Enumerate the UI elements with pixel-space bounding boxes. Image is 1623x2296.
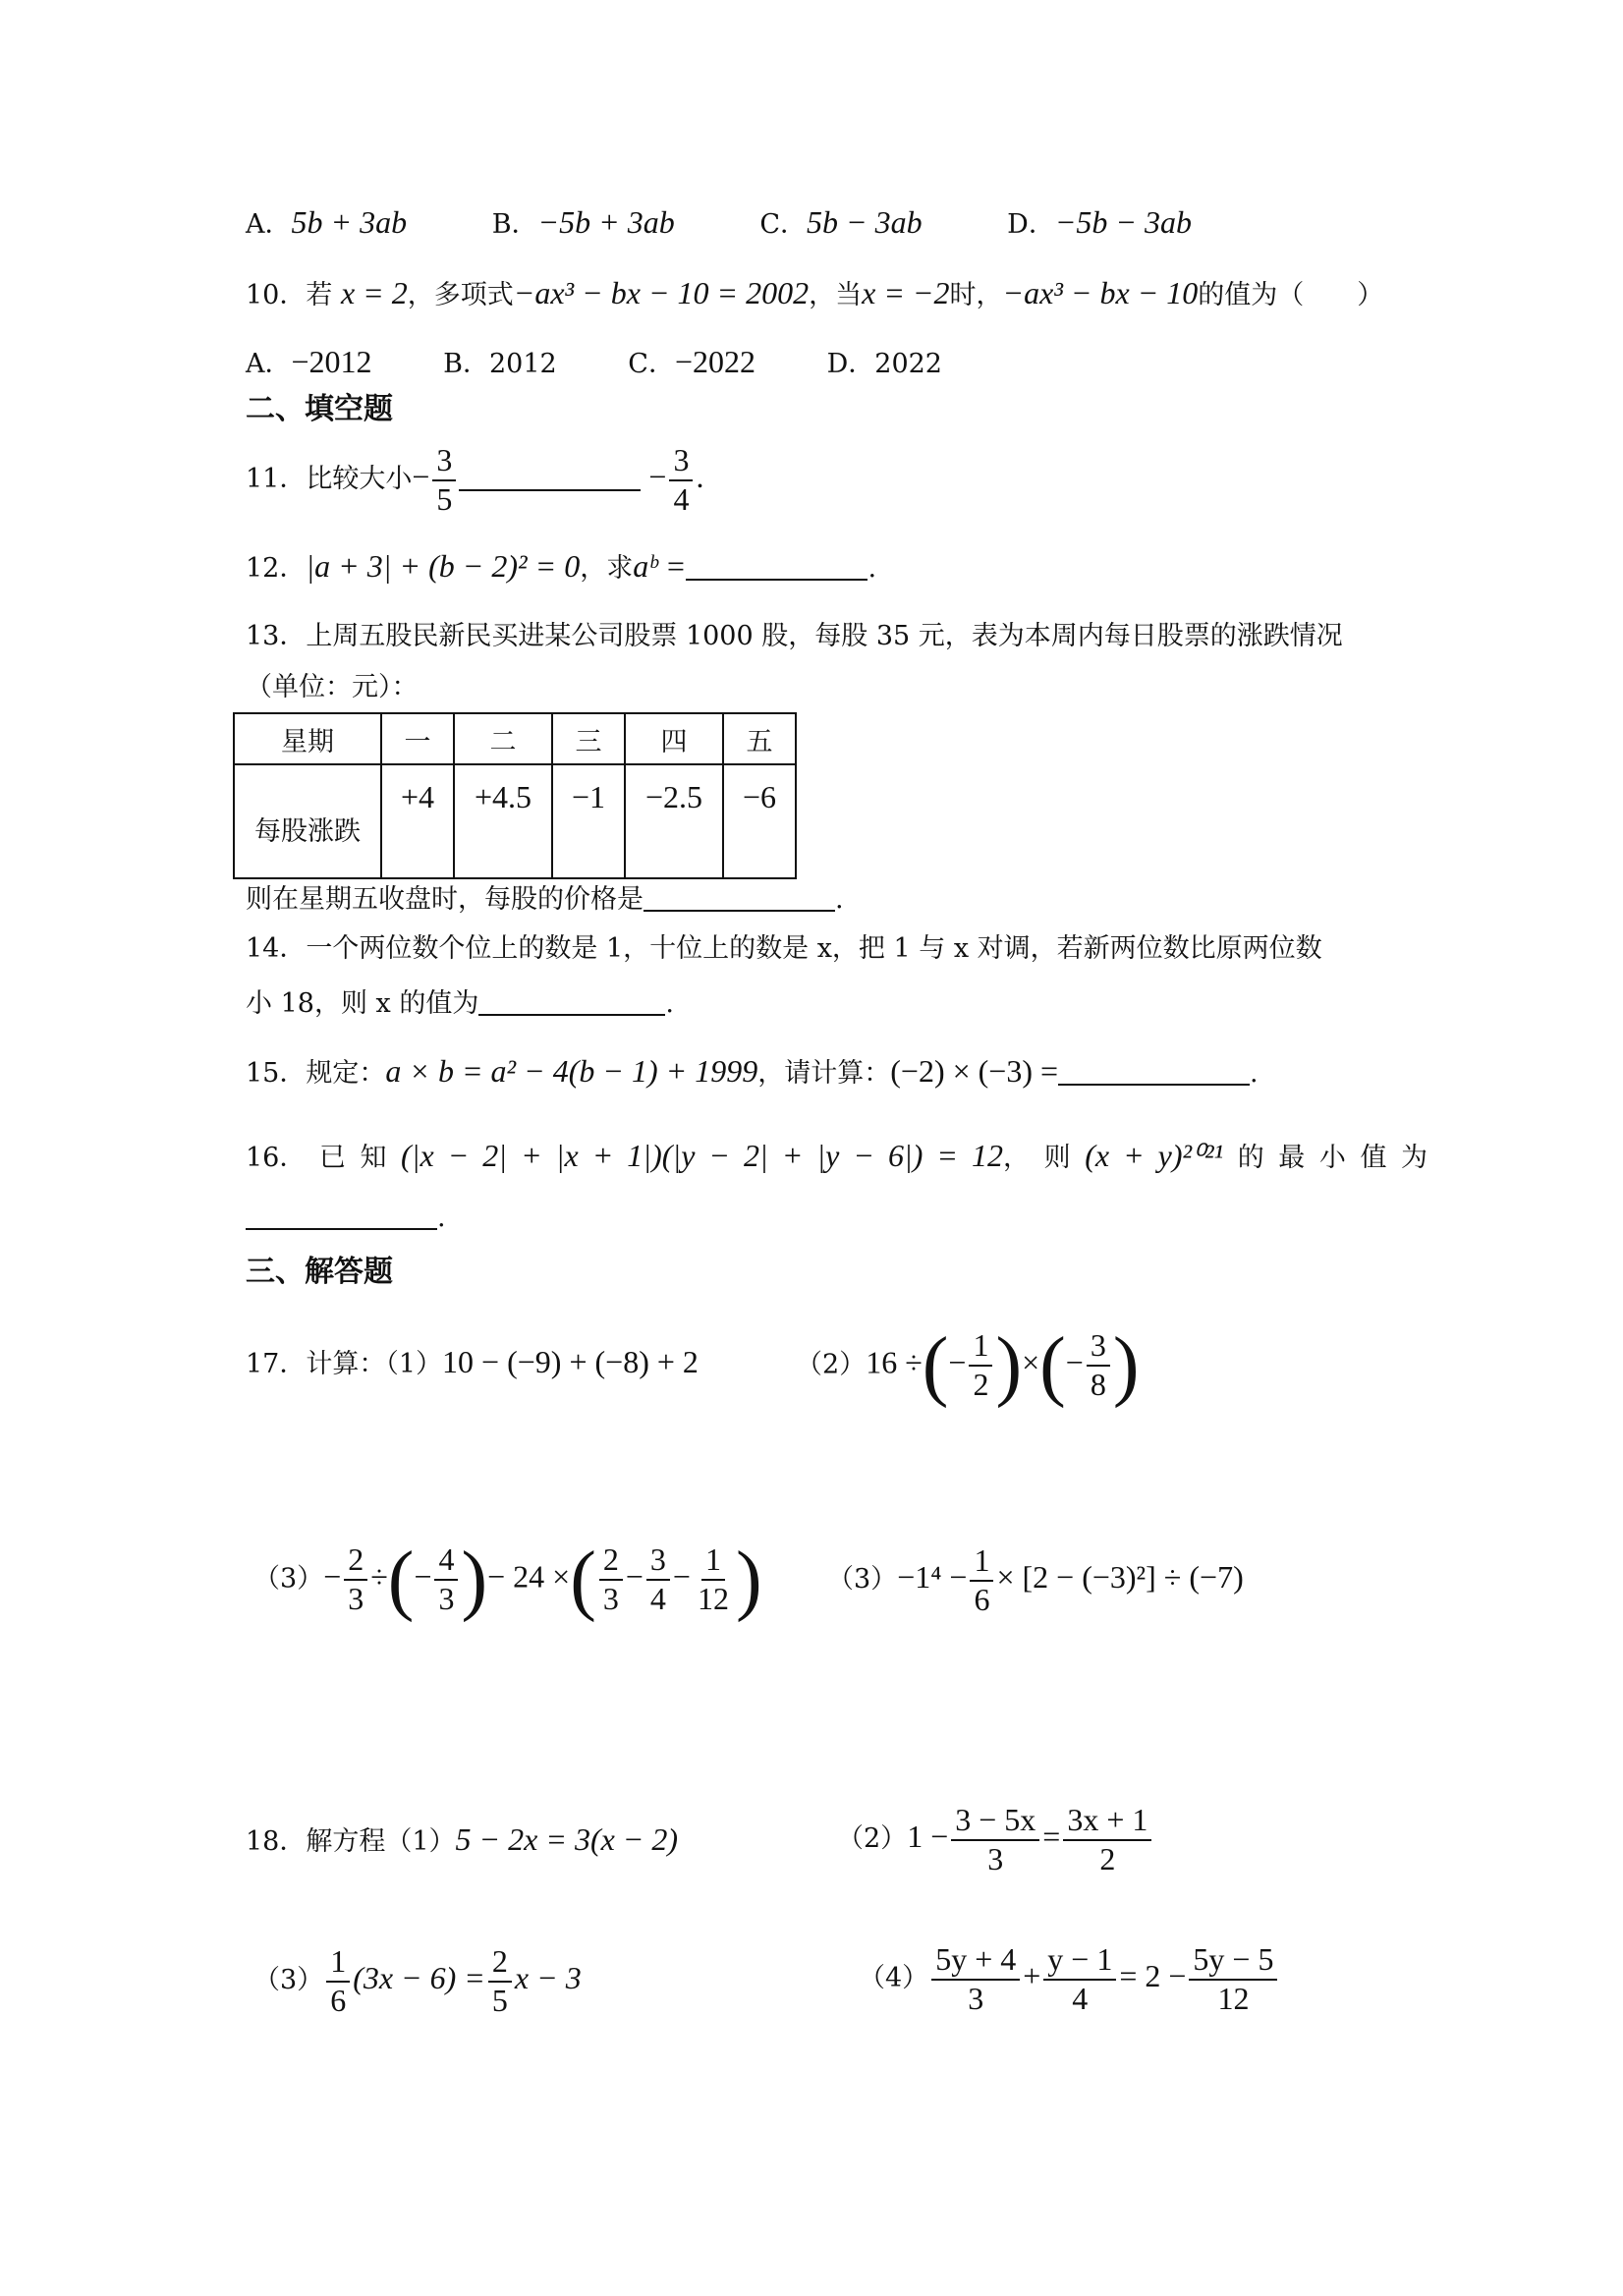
question-11: 11．比较大小− $\frac{3}{5}$ − $\frac{3}{4}$ . <box>246 442 704 517</box>
option-d-label: D． <box>1007 209 1055 240</box>
q14-line2: 小 18，则 x 的值为 . <box>246 988 674 1019</box>
table-header-cell: 四 <box>625 713 723 764</box>
option-b-expr: −5b + 3ab <box>537 204 675 240</box>
table-header-cell: 一 <box>381 713 454 764</box>
question-14: 14．一个两位数个位上的数是 1，十位上的数是 x，把 1 与 x 对调，若新两位数比原两位数 <box>246 933 1322 964</box>
q13-unit: （单位：元）： <box>246 672 419 702</box>
price-change-table <box>233 712 797 879</box>
answer-blank[interactable] <box>686 551 867 581</box>
question-18-part1: 18．解方程（1）5 − 2x = 3(x − 2) <box>246 1821 679 1857</box>
table-header-cell: 星期 <box>234 713 381 764</box>
question-17-part1: 17．计算：（1）10 − (−9) + (−8) + 2 <box>246 1344 699 1379</box>
section-solve: 三、解答题 <box>246 1255 393 1289</box>
answer-blank[interactable] <box>1058 1056 1250 1086</box>
option-b-label: B． <box>491 209 538 240</box>
table-header-cell: 五 <box>723 713 796 764</box>
table-header-cell: 三 <box>552 713 625 764</box>
question-17-part2: （2）16 ÷(− $\frac{1}{2}$ )×(− $\frac{3}{8}$ ) <box>796 1322 1140 1409</box>
table-cell: +4 <box>381 764 454 878</box>
question-15: 15．规定：a × b = a² − 4(b − 1) + 1999，请计算：(−2) × (−3) = . <box>246 1053 1259 1089</box>
table-row-label: 每股涨跌 <box>234 764 381 878</box>
question-10: 10．若 x = 2，多项式−ax³ − bx − 10 = 2002，当x = −2时，−ax³ − bx − 10的值为（ ） <box>246 275 1384 310</box>
fraction: $\frac{3}{5}$ <box>432 444 456 516</box>
question-13: 13．上周五股民新民买进某公司股票 1000 股，每股 35 元，表为本周内每日股票的涨跌情况 <box>246 621 1343 651</box>
option-c-expr: 5b − 3ab <box>806 204 923 240</box>
table-cell: −6 <box>723 764 796 878</box>
q9-options <box>246 206 1260 238</box>
table-cell: −2.5 <box>625 764 723 878</box>
q10-options: A．−2012 B．2012 C．−2022 D．2022 <box>246 344 942 379</box>
q13-question: 则在星期五收盘时，每股的价格是 . <box>246 884 844 915</box>
answer-blank[interactable] <box>644 882 835 912</box>
fraction: $\frac{3}{4}$ <box>669 444 693 516</box>
question-16: 16． 已 知 (|x − 2| + |x + 1|)(|y − 2| + |y − 6|) = 12， 则 (x + y)²⁰²¹ 的 最 小 值 为 <box>246 1138 1428 1173</box>
table-header-cell: 二 <box>454 713 552 764</box>
answer-blank[interactable] <box>246 1201 437 1230</box>
question-18-part3: （3） $\frac{1}{6}$ (3x − 6) = $\frac{2}{5}$ x − 3 <box>253 1943 582 2018</box>
question-12: 12．|a + 3| + (b − 2)² = 0，求aᵇ = . <box>246 548 877 584</box>
table-cell: −1 <box>552 764 625 878</box>
option-a-expr: 5b + 3ab <box>291 204 408 240</box>
question-18-part2: （2）1 − $\frac{3 - 5x}{3}$ = $\frac{3x + 1}{2}$ <box>837 1804 1154 1876</box>
q16-blank-line: . <box>246 1201 446 1231</box>
option-d-expr: −5b − 3ab <box>1054 204 1193 240</box>
option-a-label: A． <box>246 209 292 240</box>
table-cell: +4.5 <box>454 764 552 878</box>
option-c-label: C． <box>759 209 807 240</box>
answer-blank[interactable] <box>459 462 641 491</box>
question-17-part4: （3）−1⁴ − $\frac{1}{6}$ × [2 − (−3)²] ÷ (−7) <box>827 1542 1244 1617</box>
question-17-part3: （3）− $\frac{2}{3}$ ÷(− $\frac{4}{3}$ )− 24 ×( $\frac{2}{3}$ − $\frac{3}{4}$ − $\frac{1}{12}$ ) <box>253 1537 762 1623</box>
question-18-part4: （4） $\frac{5y + 4}{3}$ + $\frac{y - 1}{4}$ = 2 − $\frac{5y - 5}{12}$ <box>859 1943 1280 2015</box>
section-fill-in: 二、填空题 <box>246 392 393 426</box>
answer-blank[interactable] <box>478 986 665 1016</box>
